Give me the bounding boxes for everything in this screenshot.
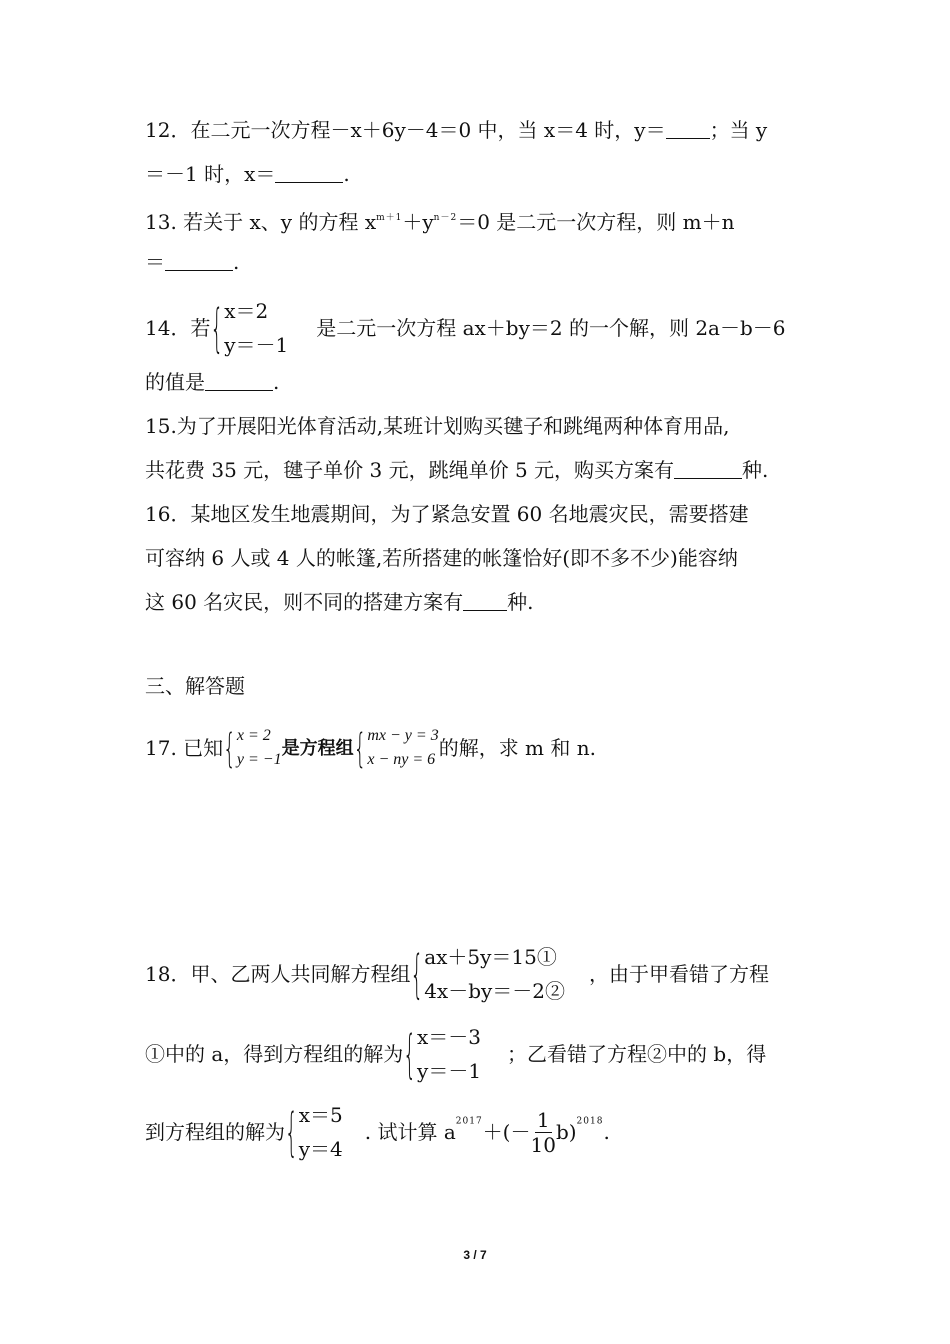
left-brace-icon: { (410, 942, 424, 1006)
q16-blank (463, 590, 507, 611)
q18-sys1-row-2: 4x－by＝－2② (424, 979, 566, 1003)
question-14-line-2 (145, 368, 279, 396)
q18-system-2 (403, 1020, 481, 1088)
left-brace-icon: { (210, 296, 224, 360)
left-brace-icon: { (285, 1100, 298, 1164)
q18-system-1 (410, 940, 565, 1008)
question-16-line-1 (145, 500, 749, 528)
q18-suffix-1: ，由于甲看错了方程 (589, 962, 770, 986)
q17-system-2 (354, 724, 439, 772)
q18-fraction-denominator: 10 (530, 1132, 556, 1157)
q17-suffix: 的解，求 m 和 n. (438, 736, 596, 760)
question-18-line-3 (145, 1098, 610, 1166)
q17-sys2-row-2: x − ny = 6 (367, 751, 436, 768)
q12-text-2: ；当 y (709, 118, 768, 142)
section-heading (145, 672, 245, 700)
q14-row-1: x＝2 (224, 299, 269, 323)
q17-sys1-row-1: x = 2 (236, 727, 271, 744)
question-12-line-1 (145, 116, 767, 144)
question-14-line-1 (145, 294, 786, 362)
q18-exponent-2018: 2018 (576, 1116, 604, 1127)
q15-line-2-end: 种. (742, 458, 769, 482)
left-brace-icon: { (223, 724, 236, 772)
q18-line-2-text: ①中的 a，得到方程组的解为 (145, 1042, 404, 1066)
q14-system (210, 294, 288, 362)
question-15-line-1 (145, 412, 730, 440)
q18-exponent-2017: 2017 (455, 1116, 483, 1127)
question-18-line-1 (145, 940, 769, 1008)
q18-line-3-end: . (603, 1120, 610, 1144)
q16-line-1-text: 16．某地区发生地震期间，为了紧急安置 60 名地震灾民，需要搭建 (145, 502, 749, 526)
q18-sys1-row-1: ax＋5y＝15① (424, 945, 557, 969)
left-brace-icon: { (403, 1022, 417, 1086)
q17-middle: 是方程组 (281, 738, 354, 758)
q17-sys2-row-1: mx − y = 3 (367, 727, 439, 744)
q13-text-4: ＝ (145, 250, 165, 274)
q18-fraction (530, 1108, 555, 1157)
question-12-line-2 (145, 160, 350, 188)
question-18-line-2 (145, 1020, 766, 1088)
q16-line-3-text: 这 60 名灾民，则不同的搭建方案有 (145, 590, 464, 614)
q18-line-3-b: b) (555, 1120, 577, 1144)
q13-exponent-m: m＋1 (376, 213, 403, 223)
question-15-line-2 (145, 456, 768, 484)
q14-end: . (273, 370, 280, 394)
left-brace-icon: { (353, 724, 367, 772)
q18-line-2-end: ；乙看错了方程②中的 b，得 (507, 1042, 767, 1066)
q18-system-3 (285, 1098, 343, 1166)
q18-line-3-paren: ＋(－ (482, 1120, 531, 1144)
q18-fraction-numerator: 1 (536, 1107, 550, 1132)
question-13-line-2 (145, 248, 239, 276)
q15-line-1-text: 15.为了开展阳光体育活动,某班计划购买毽子和跳绳两种体育用品, (145, 414, 730, 438)
q17-sys1-row-2: y = −1 (236, 751, 282, 768)
q13-exponent-n: n－2 (433, 213, 458, 223)
q12-blank-y (666, 118, 710, 139)
q18-line-3-text: 到方程组的解为 (145, 1120, 285, 1144)
q13-text-1: 13. 若关于 x、y 的方程 x (145, 210, 377, 234)
q13-text-2: ＋y (402, 210, 434, 234)
q18-sys3-row-1: x＝5 (298, 1103, 343, 1127)
question-13-line-1 (145, 204, 735, 236)
q13-text-3: ＝0 是二元一次方程，则 m＋n (457, 210, 735, 234)
q14-suffix: 是二元一次方程 ax＋by＝2 的一个解，则 2a－b－6 (316, 316, 786, 340)
q17-system-1 (223, 724, 281, 772)
question-17 (145, 724, 596, 772)
q14-line-2-text: 的值是 (145, 370, 205, 394)
q18-line-3-mid: . 试计算 a (364, 1120, 456, 1144)
q12-text-4: . (343, 162, 350, 186)
q13-blank (165, 250, 233, 271)
question-16-line-2 (145, 544, 738, 572)
q14-blank (205, 370, 273, 391)
q14-row-2: y＝－1 (224, 333, 289, 357)
q12-text-3: ＝－1 时，x＝ (145, 162, 276, 186)
q15-blank (674, 458, 742, 479)
q12-blank-x (275, 162, 343, 183)
question-16-line-3 (145, 588, 534, 616)
q15-line-2-text: 共花费 35 元，毽子单价 3 元，跳绳单价 5 元，购买方案有 (145, 458, 675, 482)
q14-prefix: 14．若 (145, 316, 211, 340)
q18-sys2-row-1: x＝－3 (417, 1025, 482, 1049)
q18-sys2-row-2: y＝－1 (417, 1059, 482, 1083)
q16-line-2-text: 可容纳 6 人或 4 人的帐篷,若所搭建的帐篷恰好(即不多不少)能容纳 (145, 546, 738, 570)
section-3-title: 三、解答题 (145, 674, 245, 698)
q18-sys3-row-2: y＝4 (298, 1137, 343, 1161)
q12-text-1: 12．在二元一次方程－x＋6y－4＝0 中，当 x＝4 时，y＝ (145, 118, 666, 142)
q16-line-3-end: 种. (507, 590, 534, 614)
q18-prefix: 18．甲、乙两人共同解方程组 (145, 962, 411, 986)
page-number: 3 / 7 (463, 1248, 487, 1262)
q13-text-5: . (233, 250, 240, 274)
q17-prefix: 17. 已知 (145, 736, 224, 760)
